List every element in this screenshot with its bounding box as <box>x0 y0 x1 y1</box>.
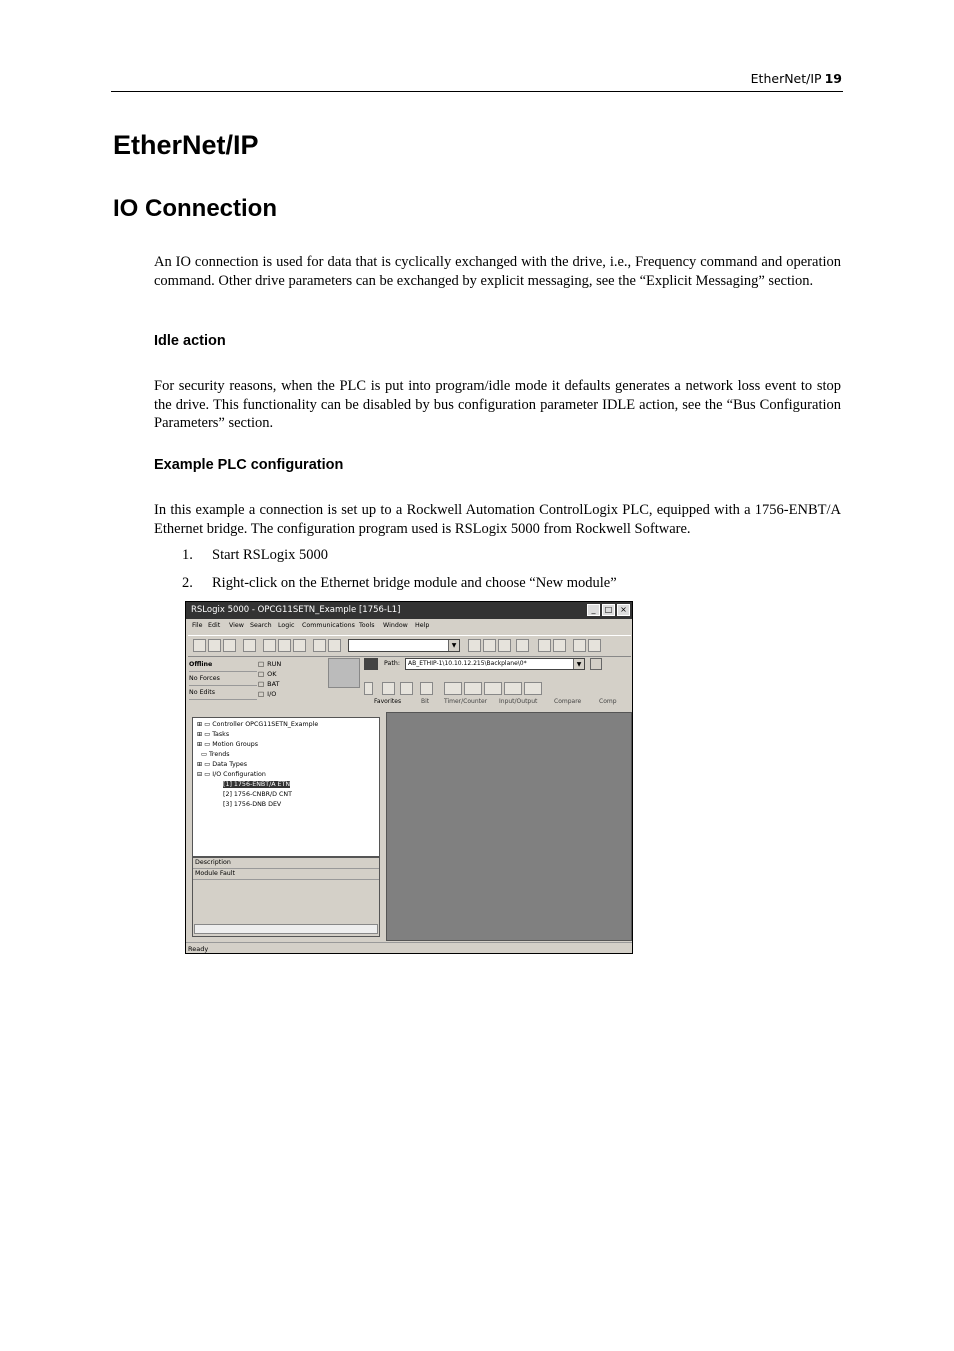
tab-compare[interactable]: Compare <box>554 698 582 705</box>
tree-item-tasks[interactable]: ⊞ ▭ Tasks <box>197 731 230 738</box>
help-tool-icon[interactable] <box>553 639 566 652</box>
page-title: EtherNet/IP <box>113 130 259 160</box>
tree-item-cnbr[interactable]: [2] 1756-CNBR/D CNT <box>223 791 292 798</box>
rung-icon[interactable] <box>382 682 395 695</box>
desc-module-fault: Module Fault <box>193 869 379 880</box>
example-heading: Example PLC configuration <box>154 457 344 473</box>
status-offline[interactable]: Offline <box>189 658 257 672</box>
path-value: AB_ETHIP-1\10.10.12.215\Backplane\0* <box>408 660 527 667</box>
tree-item-enbt[interactable]: [1] 1756-ENBT/A ETN <box>223 781 291 788</box>
scroll-left-icon[interactable] <box>364 682 373 695</box>
path-combo[interactable] <box>405 658 585 670</box>
undo-icon[interactable] <box>313 639 326 652</box>
tab-compute[interactable]: Comp <box>599 698 617 705</box>
tree-item-dnb[interactable]: [3] 1756-DNB DEV <box>223 801 282 808</box>
desc-description: Description <box>193 858 379 869</box>
main-toolbar <box>188 635 631 657</box>
menu-logic[interactable]: Logic <box>278 622 295 629</box>
status-bar: Ready <box>186 942 632 954</box>
path-browse-icon[interactable] <box>590 658 602 670</box>
properties-icon[interactable] <box>538 639 551 652</box>
controller-graphic-icon <box>328 658 360 688</box>
menu-view[interactable]: View <box>229 622 244 629</box>
chevron-down-icon[interactable]: ▼ <box>573 659 584 669</box>
tree-item-controller[interactable]: ⊞ ▭ Controller OPCG11SETN_Example <box>197 721 319 728</box>
step-1: 1. Start RSLogix 5000 <box>182 547 329 563</box>
close-icon[interactable]: × <box>617 604 630 616</box>
minimize-icon[interactable]: _ <box>587 604 600 616</box>
status-edits: No Edits <box>189 686 257 700</box>
tab-favorites[interactable]: Favorites <box>374 698 402 705</box>
horizontal-scrollbar[interactable] <box>194 924 378 934</box>
tab-bit[interactable]: Bit <box>421 698 430 705</box>
indicator-ok: □ OK <box>258 669 281 679</box>
example-paragraph: In this example a connection is set up to a Rockwell Automation ControlLogix PLC, equipped with a 1756-ENBT/A Ethernet bridge. The configuration program used is RSLogix 5000 from Rockwell Software. <box>154 502 841 537</box>
indicator-bat: □ BAT <box>258 679 281 689</box>
menu-tools[interactable]: Tools <box>359 622 375 629</box>
open-icon[interactable] <box>208 639 221 652</box>
zoom-in-icon[interactable] <box>573 639 586 652</box>
idle-heading: Idle action <box>154 333 226 349</box>
window-titlebar <box>186 602 632 619</box>
menu-window[interactable]: Window <box>383 622 408 629</box>
print-icon[interactable] <box>243 639 256 652</box>
step-2: 2. Right-click on the Ethernet bridge module and choose “New module” <box>182 575 617 591</box>
save-icon[interactable] <box>223 639 236 652</box>
new-icon[interactable] <box>193 639 206 652</box>
status-forces: No Forces <box>189 672 257 686</box>
indicator-io: □ I/O <box>258 689 281 699</box>
otl-icon[interactable] <box>504 682 522 695</box>
section-heading: IO Connection <box>113 195 277 222</box>
menu-bar <box>186 620 632 634</box>
header-section: EtherNet/IP <box>750 71 822 86</box>
running-header <box>751 71 842 86</box>
verify-all-icon[interactable] <box>483 639 496 652</box>
zoom-out-icon[interactable] <box>588 639 601 652</box>
branch-icon[interactable] <box>400 682 413 695</box>
xic-icon[interactable] <box>444 682 462 695</box>
menu-edit[interactable]: Edit <box>208 622 221 629</box>
controller-status-panel <box>189 658 257 698</box>
rslogix-screenshot <box>185 601 633 954</box>
tab-timer-counter[interactable]: Timer/Counter <box>444 698 488 705</box>
search-combo[interactable] <box>348 639 460 652</box>
xio-icon[interactable] <box>464 682 482 695</box>
controller-organizer <box>192 717 380 857</box>
menu-help[interactable]: Help <box>415 622 430 629</box>
page-number: 19 <box>824 71 842 86</box>
menu-communications[interactable]: Communications <box>302 622 355 629</box>
browse-icon[interactable] <box>516 639 529 652</box>
intro-paragraph: An IO connection is used for data that is cyclically exchanged with the drive, i.e., Frequency command and operation command. Other drive parameters can be exchanged by explicit messaging, see the “Explicit Messaging” section. <box>154 254 841 289</box>
network-icon[interactable] <box>498 639 511 652</box>
otu-icon[interactable] <box>524 682 542 695</box>
instruction-tabs <box>364 698 626 708</box>
tree-item-data-types[interactable]: ⊞ ▭ Data Types <box>197 761 248 768</box>
copy-icon[interactable] <box>278 639 291 652</box>
menu-file[interactable]: File <box>192 622 203 629</box>
chevron-down-icon[interactable]: ▼ <box>448 640 459 651</box>
path-label: Path: <box>384 660 400 667</box>
menu-search[interactable]: Search <box>250 622 272 629</box>
workspace-area <box>386 712 632 941</box>
tree-item-io-configuration[interactable]: ⊟ ▭ I/O Configuration <box>197 771 266 778</box>
paste-icon[interactable] <box>293 639 306 652</box>
header-rule <box>111 91 843 92</box>
cut-icon[interactable] <box>263 639 276 652</box>
tab-input-output[interactable]: Input/Output <box>499 698 538 705</box>
branch-level-icon[interactable] <box>420 682 433 695</box>
verify-icon[interactable] <box>468 639 481 652</box>
ote-icon[interactable] <box>484 682 502 695</box>
network-path-icon[interactable] <box>364 658 378 670</box>
redo-icon[interactable] <box>328 639 341 652</box>
instruction-toolbar <box>364 682 626 695</box>
controller-indicators <box>258 659 281 699</box>
indicator-run: □ RUN <box>258 659 281 669</box>
tree-item-motion-groups[interactable]: ⊞ ▭ Motion Groups <box>197 741 259 748</box>
path-row <box>364 658 626 674</box>
window-title: RSLogix 5000 - OPCG11SETN_Example [1756-L1] <box>191 605 401 615</box>
tree-item-trends[interactable]: ▭ Trends <box>197 751 230 758</box>
idle-paragraph: For security reasons, when the PLC is put into program/idle mode it defaults generates a network loss event to stop the drive. This functionality can be disabled by bus configuration parameter IDLE action, see the “Bus Configuration Parameters” section. <box>154 378 841 431</box>
maximize-icon[interactable]: □ <box>602 604 615 616</box>
